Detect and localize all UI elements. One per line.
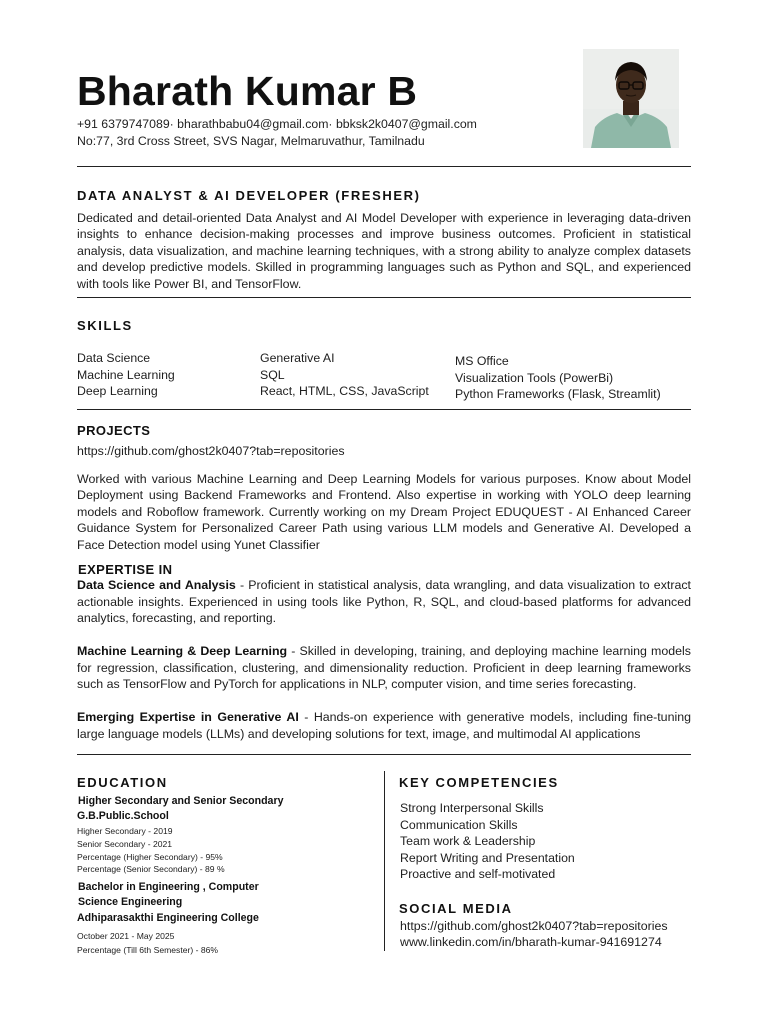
education-school-name: G.B.Public.School: [77, 810, 169, 822]
skill-item: Python Frameworks (Flask, Streamlit): [455, 387, 661, 401]
candidate-name: Bharath Kumar B: [77, 68, 418, 114]
contact-address: No:77, 3rd Cross Street, SVS Nagar, Melmaruvathur, Tamilnadu: [77, 133, 425, 148]
social-linkedin-link[interactable]: www.linkedin.com/in/bharath-kumar-941691274: [400, 935, 662, 949]
projects-text: Worked with various Machine Learning and Deep Learning Models for various purposes. Know about Model Deployment using Backend Frameworks and Frontend. Also expertise in working with YOLO deep learning models and Roboflow framework. Currently working on my Dream Project EDUQUEST - AI Enhanced Career Guidance System for Personalized Career Path using various LLM models and Generative AI. Developed a Face Detection model using Yunet Classifier: [77, 472, 691, 552]
social-title: SOCIAL MEDIA: [399, 901, 513, 916]
skill-item: React, HTML, CSS, JavaScript: [260, 384, 429, 398]
competency-item: Report Writing and Presentation: [400, 850, 575, 865]
competency-item: Team work & Leadership: [400, 834, 536, 848]
expertise-title: EXPERTISE IN: [78, 562, 173, 577]
expertise-heading: Machine Learning & Deep Learning: [77, 644, 288, 658]
skills-title: SKILLS: [77, 318, 133, 333]
education-degree: Bachelor in Engineering , Computer: [78, 881, 259, 893]
expertise-description: - Skilled in developing, training, and deploying machine learning models for regression, classification, clustering, and dimensionality reduction. Proficient in deep learning frameworks such as TensorFlow and PyTorch for applications in NLP, computer vision, and time series forecasting.: [77, 644, 691, 692]
skills-column-3: [455, 353, 661, 403]
education-school-details: [77, 825, 225, 876]
contact-phone-email: +91 6379747089· bharathbabu04@gmail.com· bbksk2k0407@gmail.com: [77, 117, 477, 131]
education-college-period: October 2021 - May 2025: [77, 931, 175, 941]
divider: [77, 409, 691, 410]
education-detail: Higher Secondary - 2019: [77, 826, 173, 836]
competencies-title: KEY COMPETENCIES: [399, 775, 559, 790]
skill-item: Generative AI: [260, 351, 335, 365]
profile-photo-image: [583, 49, 679, 148]
skill-item: Deep Learning: [77, 384, 158, 398]
education-degree-branch: Science Engineering: [78, 896, 183, 908]
contact-info: [77, 116, 477, 149]
competency-item: Proactive and self-motivated: [400, 867, 556, 881]
skill-item: Machine Learning: [77, 367, 175, 382]
expertise-description: - Hands-on experience with generative models, including fine-tuning large language models (LLMs) and developing solutions for text, image, and multimodal AI applications: [77, 710, 691, 741]
education-detail: Percentage (Higher Secondary) - 95%: [77, 851, 223, 862]
education-school-level: Higher Secondary and Senior Secondary: [78, 795, 284, 807]
education-detail: Senior Secondary - 2021: [77, 838, 173, 849]
skill-item: MS Office: [455, 354, 509, 368]
expertise-item: [77, 709, 691, 742]
social-github-link[interactable]: https://github.com/ghost2k0407?tab=repositories: [400, 919, 668, 933]
skill-item: SQL: [260, 367, 285, 382]
divider: [77, 166, 691, 167]
competencies-list: [400, 800, 575, 883]
skills-column-2: [260, 350, 429, 400]
expertise-description: - Proficient in statistical analysis, data wrangling, and data visualization to extract actionable insights. Experienced in using tools like Python, R, SQL, and cloud-based platforms for advanced analytics, forecasting, and reporting.: [77, 578, 691, 626]
skill-item: Data Science: [77, 351, 151, 365]
skills-column-1: [77, 350, 175, 400]
expertise-heading: Emerging Expertise in Generative AI: [77, 710, 299, 724]
skill-item: Visualization Tools (PowerBi): [455, 370, 614, 385]
divider: [77, 297, 691, 298]
projects-github-link[interactable]: https://github.com/ghost2k0407?tab=repositories: [77, 444, 345, 458]
divider: [77, 754, 691, 755]
education-college-percentage: Percentage (Till 6th Semester) - 86%: [77, 945, 219, 955]
summary-title: DATA ANALYST & AI DEVELOPER (FRESHER): [77, 188, 421, 203]
education-detail: Percentage (Senior Secondary) - 89 %: [77, 864, 225, 875]
education-title: EDUCATION: [77, 775, 168, 790]
education-college: Adhiparasakthi Engineering College: [77, 912, 259, 924]
summary-text: Dedicated and detail-oriented Data Analyst and AI Model Developer with experience in leveraging data-driven insights to enhance decision-making processes and improve business outcomes. Proficient in statistical analysis, data visualization, and machine learning techniques, with a strong ability to analyze complex datasets and develop predictive models. Skilled in programming languages such as Python and SQL, and experienced with tools like Power BI, and TensorFlow.: [77, 211, 691, 291]
column-divider: [384, 771, 385, 951]
expertise-heading: Data Science and Analysis: [77, 578, 236, 592]
expertise-item: [77, 577, 691, 627]
projects-title: PROJECTS: [77, 423, 151, 438]
competency-item: Strong Interpersonal Skills: [400, 801, 544, 815]
expertise-item: [77, 643, 691, 693]
competency-item: Communication Skills: [400, 817, 518, 832]
profile-photo: [583, 49, 679, 148]
